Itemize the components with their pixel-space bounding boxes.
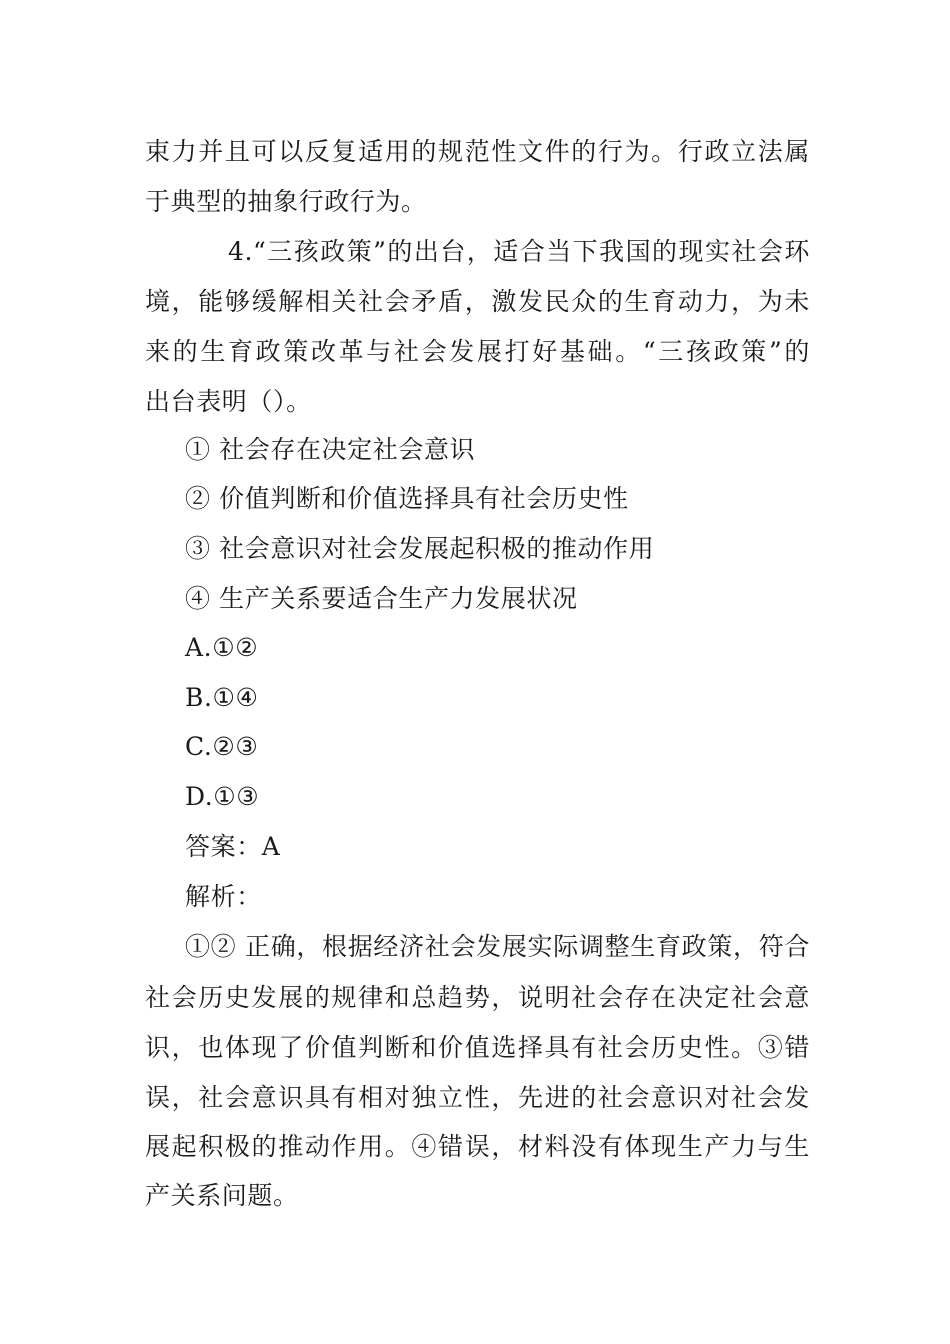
answer: 答案：A: [185, 832, 281, 861]
prev-paragraph-line-2: 于典型的抽象行政行为。: [145, 187, 427, 216]
question-line-4: 出台表明（）。: [145, 387, 312, 416]
option-b: B.①④: [185, 683, 259, 712]
option-c: C.②③: [185, 732, 259, 761]
option-d: D.①③: [185, 782, 260, 811]
statement-4: ④ 生产关系要适合生产力发展状况: [185, 584, 578, 613]
question-line-1: 4.“三孩政策”的出台，适合当下我国的现实社会环: [228, 237, 810, 266]
analysis-line-1: ①② 正确，根据经济社会发展实际调整生育政策，符合: [185, 932, 810, 961]
analysis-line-6: 产关系问题。: [145, 1181, 299, 1210]
statement-1: ① 社会存在决定社会意识: [185, 435, 476, 464]
question-line-2: 境，能够缓解相关社会矛盾，激发民众的生育动力，为未: [145, 287, 810, 316]
analysis-line-5: 展起积极的推动作用。④错误，材料没有体现生产力与生: [145, 1132, 810, 1161]
statement-3: ③ 社会意识对社会发展起积极的推动作用: [185, 534, 655, 563]
option-a: A.①②: [185, 633, 259, 662]
analysis-label: 解析：: [185, 882, 262, 911]
analysis-line-4: 误，社会意识具有相对独立性，先进的社会意识对社会发: [145, 1083, 810, 1112]
analysis-line-3: 识，也体现了价值判断和价值选择具有社会历史性。③错: [145, 1033, 810, 1062]
statement-2: ② 价值判断和价值选择具有社会历史性: [185, 484, 629, 513]
analysis-line-2: 社会历史发展的规律和总趋势，说明社会存在决定社会意: [145, 983, 810, 1012]
prev-paragraph-line-1: 束力并且可以反复适用的规范性文件的行为。行政立法属: [145, 137, 810, 166]
question-line-3: 来的生育政策改革与社会发展打好基础。“三孩政策”的: [145, 337, 810, 366]
